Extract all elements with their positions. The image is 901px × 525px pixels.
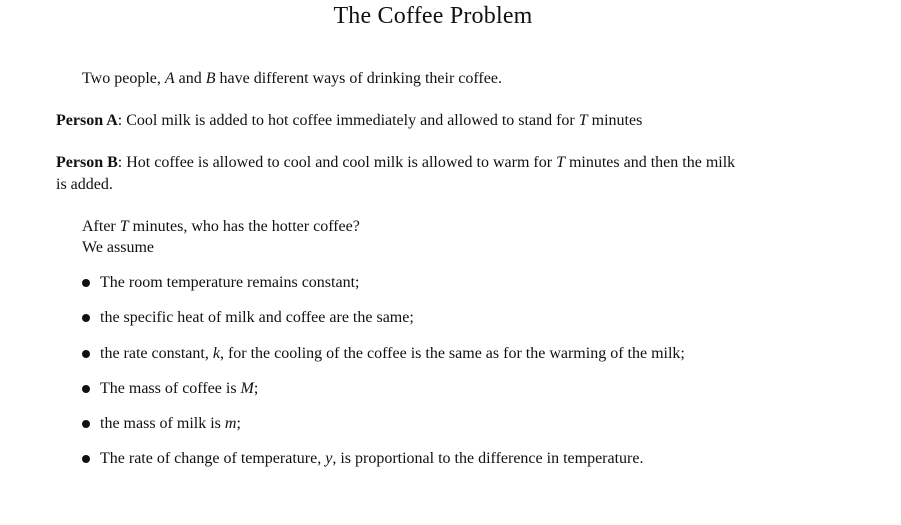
list-item bbox=[100, 448, 643, 470]
list-item bbox=[100, 413, 241, 435]
person-a-text-pre: Cool milk is added to hot coffee immediately and allowed to stand for bbox=[122, 112, 579, 129]
list-item-text: ; bbox=[236, 415, 241, 432]
list-item-text: , for the cooling of the coffee is the same as for the warming of the milk; bbox=[219, 345, 685, 362]
intro-paragraph bbox=[82, 68, 502, 90]
bullet-icon bbox=[82, 350, 90, 358]
list-item-text: the mass of milk is bbox=[100, 415, 225, 432]
person-b-continuation: is added. bbox=[56, 176, 113, 193]
intro-text-mid: and bbox=[174, 70, 206, 87]
variable-a: A bbox=[164, 70, 175, 87]
person-a-paragraph bbox=[56, 110, 642, 132]
question-text-post: minutes, who has the hotter coffee? bbox=[128, 218, 360, 235]
list-item bbox=[100, 378, 258, 400]
variable-m-upper: M bbox=[240, 380, 254, 397]
variable-b: B bbox=[205, 70, 216, 87]
variable-y: y bbox=[325, 450, 333, 467]
bullet-icon bbox=[82, 420, 90, 428]
person-b-text-post: minutes and then the milk bbox=[564, 154, 736, 171]
list-item bbox=[100, 272, 359, 294]
person-b-text-pre: Hot coffee is allowed to cool and cool milk is allowed to warm for bbox=[122, 154, 557, 171]
page-title: The Coffee Problem bbox=[333, 3, 533, 29]
variable-m-lower: m bbox=[224, 415, 237, 432]
assume-line: We assume bbox=[82, 239, 155, 256]
list-item-text: the rate constant, bbox=[100, 345, 213, 362]
question-line bbox=[82, 216, 360, 238]
variable-t: T bbox=[119, 218, 129, 235]
list-item-text: The rate of change of temperature, bbox=[100, 450, 326, 467]
person-b-colon: : bbox=[117, 154, 123, 171]
list-item bbox=[100, 307, 414, 329]
list-item-text: ; bbox=[253, 380, 259, 397]
person-a-text-post: minutes bbox=[587, 112, 643, 129]
bullet-icon bbox=[82, 314, 90, 322]
bullet-icon bbox=[82, 279, 90, 287]
person-a-label: Person A bbox=[56, 112, 118, 129]
question-text-pre: After bbox=[82, 218, 120, 235]
intro-text-pre: Two people, bbox=[82, 70, 165, 87]
list-item-text: , is proportional to the difference in temperature. bbox=[332, 450, 644, 467]
list-item-text: The room temperature remains constant; bbox=[100, 274, 360, 291]
person-a-colon: : bbox=[117, 112, 123, 129]
list-item bbox=[100, 343, 685, 365]
bullet-icon bbox=[82, 385, 90, 393]
variable-t: T bbox=[578, 112, 588, 129]
person-b-label: Person B bbox=[56, 154, 118, 171]
variable-k: k bbox=[212, 345, 220, 362]
variable-t: T bbox=[556, 154, 565, 171]
list-item-text: The mass of coffee is bbox=[100, 380, 241, 397]
list-item-text: the specific heat of milk and coffee are the same; bbox=[100, 309, 414, 326]
person-b-paragraph bbox=[56, 152, 735, 174]
intro-text-post: have different ways of drinking their coffee. bbox=[215, 70, 502, 87]
bullet-icon bbox=[82, 455, 90, 463]
